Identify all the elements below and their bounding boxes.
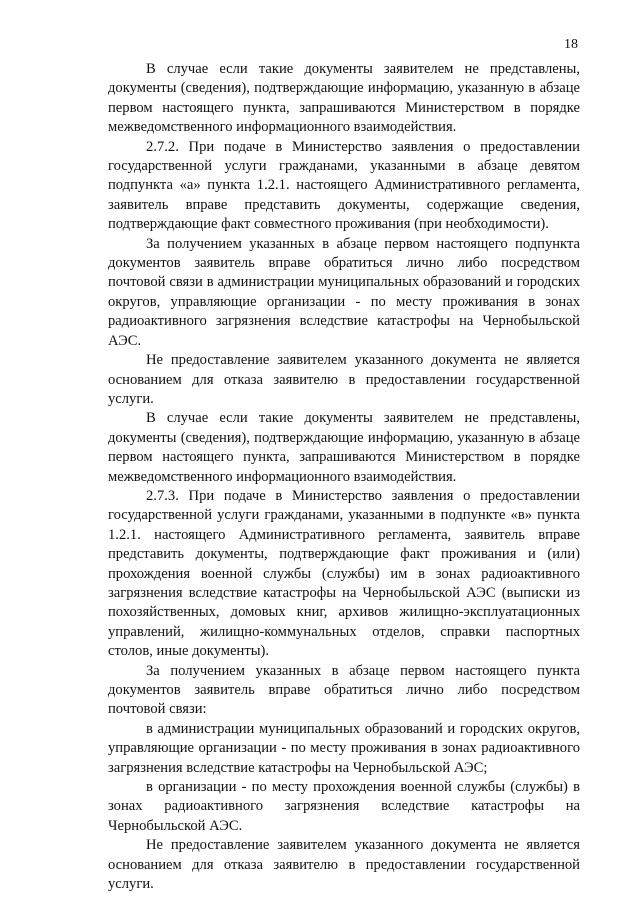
document-body (108, 60, 580, 894)
paragraph-2-7-3: 2.7.3. При подаче в Министерство заявления о предоставлении государственной услуги гражданами, указанными в подпункте «в» пункта 1.2.1. настоящего Административного регламента, заявитель вправе представить документы, подтверждающие факт проживания и (или) прохождения военной службы (службы) им в зонах радиоактивного загрязнения вследствие катастрофы на Чернобыльской АЭС (выписки из похозяйственных, домовых книг, архивов жилищно-эксплуатационных управлений, жилищно-коммунальных отделов, справки паспортных столов, иные документы). (108, 487, 580, 660)
page-number: 18 (564, 37, 578, 52)
paragraph-not-grounds-for-refusal-2: Не предоставление заявителем указанного документа не является основанием для отказа заявителю в предоставлении государственной услуги. (108, 837, 580, 893)
paragraph-request-documents: В случае если такие документы заявителем не представлены, документы (сведения), подтверждающие информацию, указанную в абзаце первом настоящего пункта, запрашиваются Министерством в порядке межведомственного информационного взаимодействия. (108, 61, 580, 136)
paragraph-organizations: в организации - по месту прохождения военной службы (службы) в зонах радиоактивного загрязнения вследствие катастрофы на Чернобыльской АЭС. (108, 779, 580, 834)
paragraph-request-documents-2: В случае если такие документы заявителем не представлены, документы (сведения), подтверждающие информацию, указанную в абзаце первом настоящего пункта, запрашиваются Министерством в порядке межведомственного информационного взаимодействия. (108, 410, 580, 485)
paragraph-administrations: в администрации муниципальных образований и городских округов, управляющие организации - по месту проживания в зонах радиоактивного загрязнения вследствие катастрофы на Чернобыльской АЭС; (108, 720, 580, 776)
paragraph-2-7-2: 2.7.2. При подаче в Министерство заявления о предоставлении государственной услуги гражданами, указанными в абзаце девятом подпункта «а» пункта 1.2.1. настоящего Административного регламента, заявитель вправе представить документы, содержащие сведения, подтверждающие факт совместного проживания (при необходимости). (108, 138, 580, 233)
paragraph-obtaining-documents-2: За получением указанных в абзаце первом настоящего пункта документов заявитель вправе обратиться лично либо посредством почтовой связи: (108, 662, 580, 718)
paragraph-obtaining-documents: За получением указанных в абзаце первом настоящего подпункта документов заявитель вправе обратиться лично либо посредством почтовой связи в администрации муниципальных образований и городских округов, управляющие организации - по месту проживания в зонах радиоактивного загрязнения вследствие катастрофы на Чернобыльской АЭС. (108, 235, 580, 349)
paragraph-not-grounds-for-refusal: Не предоставление заявителем указанного документа не является основанием для отказа заявителю в предоставлении государственной услуги. (108, 352, 580, 407)
